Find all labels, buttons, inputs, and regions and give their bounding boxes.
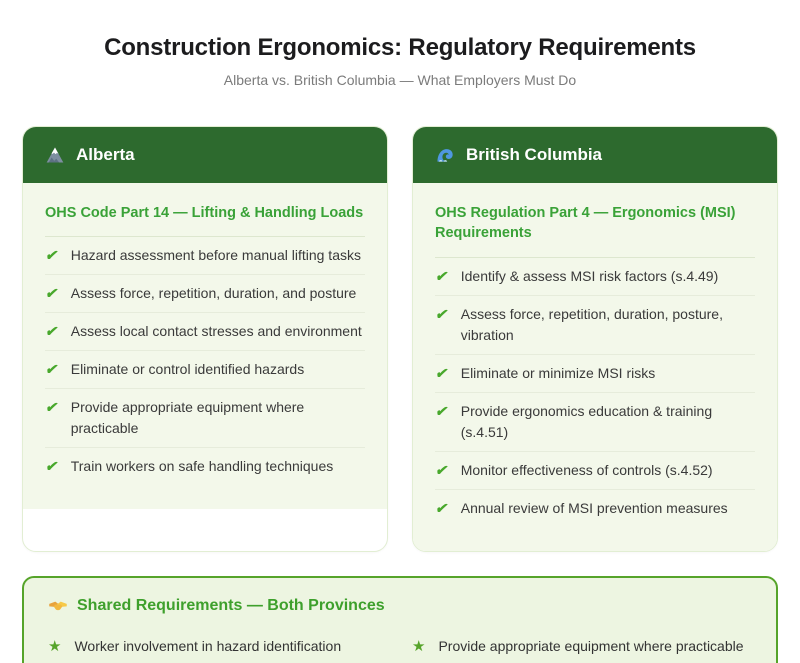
page-title: Construction Ergonomics: Regulatory Requirements <box>104 34 696 61</box>
list-item <box>45 313 365 351</box>
british-columbia-card <box>412 126 778 552</box>
page-subtitle: Alberta vs. British Columbia — What Employers Must Do <box>223 72 577 88</box>
alberta-card-header <box>23 127 387 183</box>
list-item <box>435 258 755 296</box>
list-item <box>435 452 755 490</box>
shared-item-text: Provide appropriate equipment where practicable <box>438 637 744 654</box>
star-icon: ★ <box>48 637 62 655</box>
list-item-text: Hazard assessment before manual lifting tasks <box>70 247 361 264</box>
list-item <box>45 275 365 313</box>
shared-items <box>48 636 752 657</box>
british-columbia-card-header <box>413 127 777 183</box>
list-item <box>435 490 755 527</box>
list-item <box>45 237 365 275</box>
check-icon: ✔ <box>45 247 57 264</box>
wave-icon <box>435 145 455 165</box>
province-cards <box>22 126 778 552</box>
check-icon: ✔ <box>435 499 447 516</box>
british-columbia-card-title: British Columbia <box>466 145 603 164</box>
british-columbia-section-heading: OHS Regulation Part 4 — Ergonomics (MSI) Requirements <box>435 203 755 258</box>
list-item-text: Annual review of MSI prevention measures <box>460 499 728 516</box>
list-item <box>45 389 365 448</box>
check-icon: ✔ <box>45 323 57 340</box>
list-item-text: Eliminate or minimize MSI risks <box>460 364 656 381</box>
list-item-text: Identify & assess MSI risk factors (s.4.49) <box>460 267 719 284</box>
check-icon: ✔ <box>435 364 447 381</box>
shared-requirements-panel <box>22 576 778 663</box>
list-item <box>435 296 755 355</box>
check-icon: ✔ <box>435 461 447 478</box>
check-icon: ✔ <box>45 399 57 416</box>
british-columbia-checklist <box>435 258 755 527</box>
shared-item <box>412 636 752 657</box>
shared-item <box>48 636 388 657</box>
list-item-text: Monitor effectiveness of controls (s.4.52) <box>460 461 713 478</box>
list-item-text: Assess force, repetition, duration, and posture <box>70 285 357 302</box>
list-item-text: Assess local contact stresses and environment <box>70 323 362 340</box>
check-icon: ✔ <box>435 402 447 419</box>
list-item-text: Eliminate or control identified hazards <box>70 361 305 378</box>
mountain-icon <box>45 145 65 165</box>
check-icon: ✔ <box>435 267 447 284</box>
shared-requirements-header <box>48 596 752 616</box>
british-columbia-card-body <box>413 183 777 551</box>
list-item-text: Assess force, repetition, duration, posture, vibration <box>460 305 723 343</box>
list-item <box>435 355 755 393</box>
alberta-card <box>22 126 388 552</box>
shared-item-text: Worker involvement in hazard identification <box>74 637 342 654</box>
list-item <box>435 393 755 452</box>
check-icon: ✔ <box>45 285 57 302</box>
list-item <box>45 448 365 485</box>
list-item <box>45 351 365 389</box>
list-item-text: Train workers on safe handling techniques <box>70 458 334 475</box>
shared-requirements-heading: Shared Requirements — Both Provinces <box>77 596 385 614</box>
alberta-section-heading: OHS Code Part 14 — Lifting & Handling Loads <box>45 203 365 237</box>
check-icon: ✔ <box>435 305 447 322</box>
list-item-text: Provide ergonomics education & training (s.4.51) <box>460 402 713 440</box>
check-icon: ✔ <box>45 458 57 475</box>
list-item-text: Provide appropriate equipment where practicable <box>70 399 305 437</box>
handshake-icon <box>48 596 68 616</box>
star-icon: ★ <box>412 637 426 655</box>
check-icon: ✔ <box>45 361 57 378</box>
alberta-card-body <box>23 183 387 509</box>
alberta-card-title: Alberta <box>76 145 135 164</box>
alberta-checklist <box>45 237 365 485</box>
